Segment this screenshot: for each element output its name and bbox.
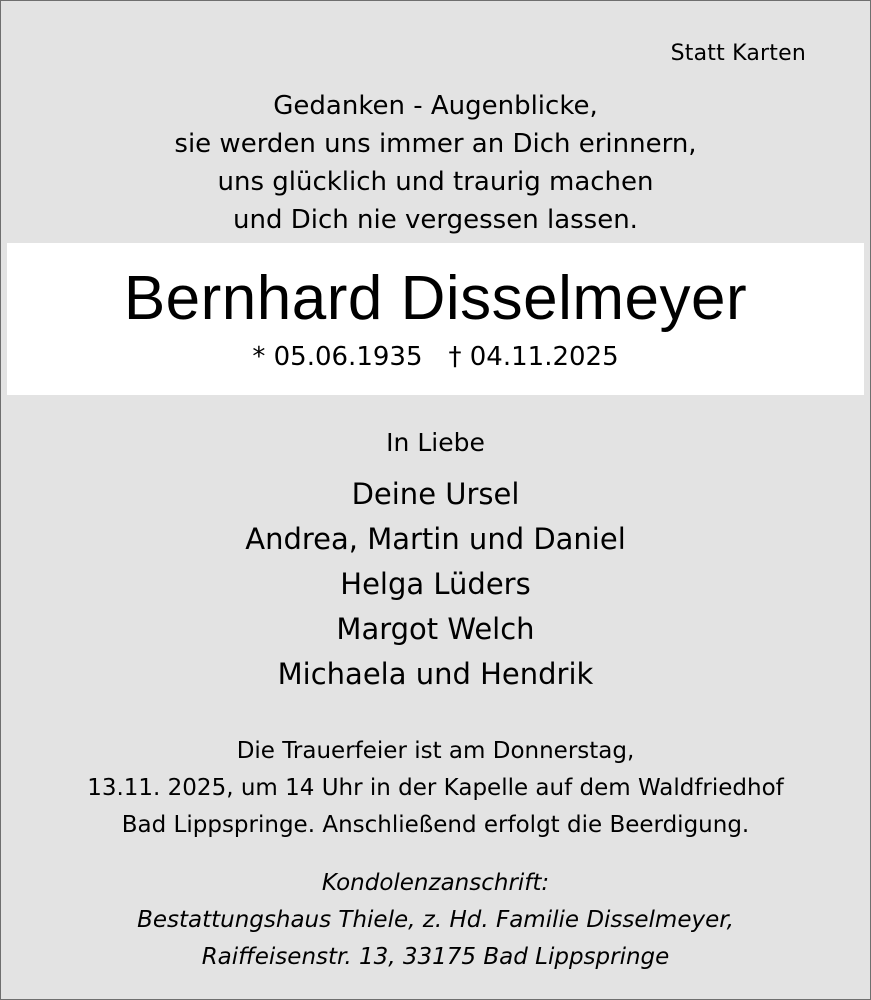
statt-karten-label: Statt Karten [670,41,806,66]
death-date: † 04.11.2025 [448,342,619,372]
verse-line: Gedanken - Augenblicke, [273,91,598,121]
verse-line: sie werden uns immer an Dich erinnern, [174,129,697,159]
funeral-line: Die Trauerfeier ist am Donnerstag, [236,738,635,764]
funeral-details [1,733,870,844]
mourner-name: Michaela und Hendrik [277,657,594,691]
verse-line: uns glücklich und traurig machen [217,167,654,197]
mourner-name: Margot Welch [336,612,535,646]
mourner-name: Andrea, Martin und Daniel [245,522,626,556]
in-liebe-label: In Liebe [386,428,485,457]
condolence-line: Bestattungshaus Thiele, z. Hd. Familie Disselmeyer, [137,907,734,933]
birth-date: * 05.06.1935 [252,342,423,372]
funeral-line: Bad Lippspringe. Anschließend erfolgt die Beerdigung. [121,812,750,838]
mourner-name: Deine Ursel [351,477,520,511]
verse-line: und Dich nie vergessen lassen. [233,205,638,235]
condolence-line: Raiffeisenstr. 13, 33175 Bad Lippspringe [201,944,670,970]
condolence-address [1,865,870,976]
funeral-line: 13.11. 2025, um 14 Uhr in der Kapelle auf dem Waldfriedhof [87,775,784,801]
mourners-list [1,472,870,697]
life-dates [1,339,870,375]
mourner-name: Helga Lüders [340,567,531,601]
condolence-line: Kondolenzanschrift: [321,870,550,896]
deceased-name: Bernhard Disselmeyer [123,264,748,333]
memorial-verse [1,87,870,239]
